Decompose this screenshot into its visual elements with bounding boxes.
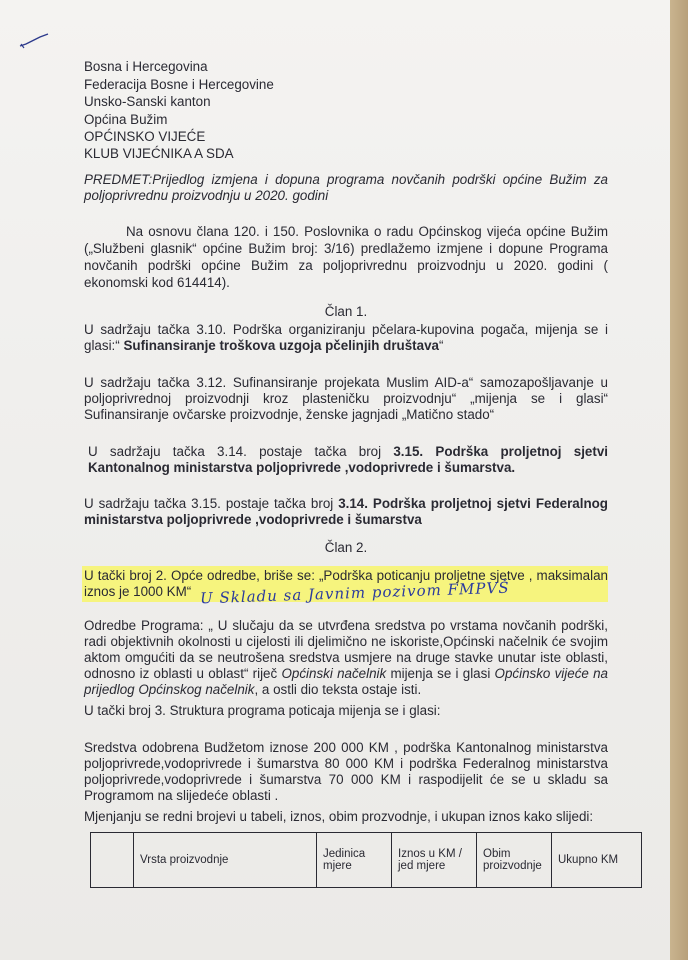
header-club: KLUB VIJEĆNIKA A SDA (84, 146, 234, 161)
table-header-cell (91, 833, 134, 888)
clan1-p3-text: U sadržaju tačka 3.14. postaje tačka broj (88, 444, 394, 459)
clan1-p1-bold: Sufinansiranje troškova uzgoja pčelinjih društava (123, 338, 439, 353)
subject-text: Prijedlog izmjena i dopuna programa novčanih podrški općine Bužim za poljoprivrednu proizvodnju u 2020. godini (84, 172, 608, 203)
table-header-cell: Ukupno KM (552, 833, 642, 888)
table-header-cell: Iznos u KM / jed mjere (392, 833, 477, 888)
pen-tick-mark (18, 32, 52, 52)
table-header-cell: Obim proizvodnje (477, 833, 552, 888)
clan1-p1-text: U sadržaju tačka 3.10. Podrška organiziranju pčelara-kupovina pogača, mijenja se i glasi:“ (84, 322, 608, 353)
clan1-paragraph-1 (84, 322, 608, 354)
odredbe-text-a: Odredbe Programa: „ U slučaju da se utvrđena sredstva po vrstama novčanih podrški, radi objektivnih okolnosti u cijelosti ili djelimično ne iskoriste,Općinski načelnik će svojim aktom omgućiti da se neutrošena sredstva usmjere na druge stavke unutar iste oblasti, odnosno iz oblasti u oblast“ riječ (84, 618, 608, 681)
clan1-p3-bold: 3.15. Podrška proljetnoj sjetvi Kantonalnog ministarstva poljoprivrede ,vodoprivrede i šumarstva. (88, 444, 608, 475)
subject-label: PREDMET: (84, 172, 153, 187)
odredbe-text-c: , a ostli dio teksta ostaje isti. (254, 682, 422, 697)
clan2-sredstva-paragraph: Sredstva odobrena Budžetom iznose 200 000 KM , podrška Kantonalnog ministarstva poljoprivrede,vodoprivrede i šumarstva 80 000 KM i podrška Federalnog ministarstva poljoprivrede,vodoprivrede i šumarstva 70 000 KM i raspodijelit će se u skladu sa Programom na slijedeće oblasti . (84, 740, 608, 803)
clan1-paragraph-2: U sadržaju tačka 3.12. Sufinansiranje projekata Muslim AID-a“ samozapošljavanje u poljoprivrednoj proizvodnji kroz plasteničku proizvodnju“ „mijenja se i glasi“ Sufinansiranje ovčarske proizvodnje, ženske jagnjadi „Matično stado“ (84, 375, 608, 422)
clan1-title: Član 1. (324, 304, 368, 319)
structure-table (90, 832, 642, 888)
intro-paragraph: Na osnovu člana 120. i 150. Poslovnika o radu Općinskog vijeća općine Bužim („Službeni glasnik“ općine Bužim broj: 3/16) predlažemo izmjene i dopune Programa novčanih podrški općine Bužim za poljoprivrednu proizvodnju u 2020. godini ( ekonomski kod 614414). (84, 224, 608, 290)
header-canton: Unsko-Sanski kanton (84, 94, 211, 109)
clan2-odredbe-paragraph (84, 618, 608, 698)
clan1-p4-bold: 3.14. Podrška proljetnoj sjetvi Federalnog ministarstva poljoprivrede ,vodoprivrede i šumarstva (84, 496, 608, 527)
header-country: Bosna i Hercegovina (84, 59, 208, 74)
clan2-mjenjanju: Mjenjanju se redni brojevi u tabeli, iznos, obim prozvodnje, i ukupan iznos kako slijedi: (84, 809, 594, 824)
clan1-paragraph-3 (88, 444, 608, 476)
table-header-row (91, 833, 642, 888)
odredbe-italic-1: Općinski načelnik (281, 666, 387, 681)
header-municipality: Općina Bužim (84, 112, 168, 127)
clan2-tacka3: U tački broj 3. Struktura programa poticaja mijenja se i glasi: (84, 703, 441, 718)
odredbe-italic-2: Općinsko vijeće na prijedlog Općinskog načelnik (84, 666, 608, 697)
table-header-cell: Vrsta proizvodnje (134, 833, 317, 888)
clan2-title: Član 2. (324, 540, 368, 555)
handwritten-note: U Skladu sa Javnim pozivom FMPVŠ (199, 578, 510, 608)
clan2-highlighted-text: U tački broj 2. Opće odredbe, briše se: „Podrška poticanju proljetne sjetve , maksimalan iznos je 1000 KM“ (84, 568, 608, 599)
clan1-p4-text: U sadržaju tačka 3.15. postaje tačka broj (84, 496, 339, 511)
header-council: OPĆINSKO VIJEĆE (84, 129, 206, 144)
header-federation: Federacija Bosne i Hercegovine (84, 77, 274, 92)
clan1-p1-end: “ (438, 338, 444, 353)
clan1-paragraph-4 (84, 496, 608, 528)
table-header-cell: Jedinica mjere (317, 833, 392, 888)
subject-line (84, 172, 608, 204)
odredbe-text-b: mijenja se i glasi (386, 666, 495, 681)
desk-edge (670, 0, 688, 960)
